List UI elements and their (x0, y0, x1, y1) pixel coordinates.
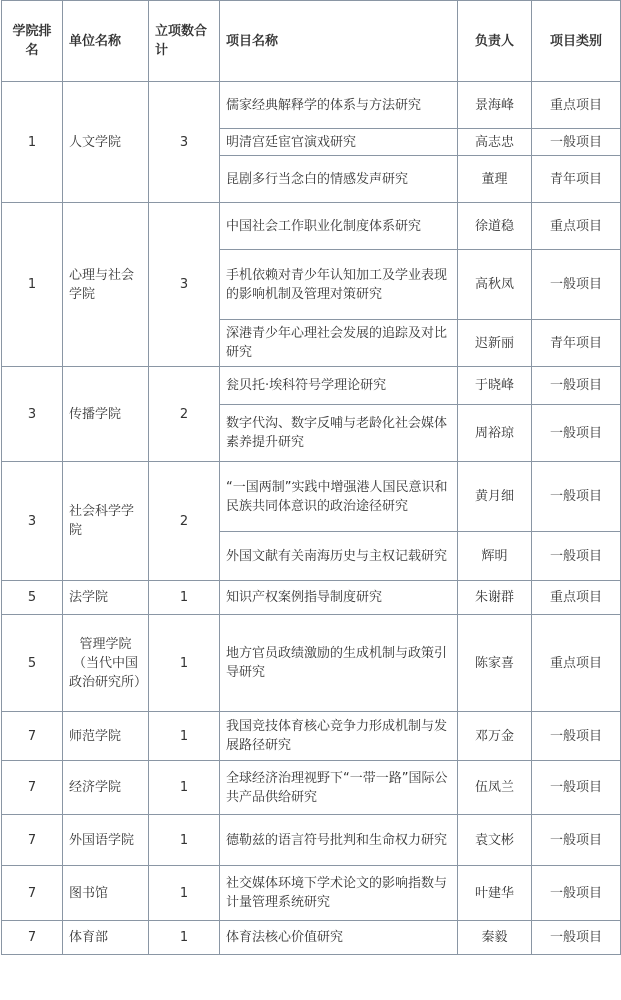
table-row (2, 866, 621, 921)
leader-cell: 陈家喜 (458, 615, 532, 712)
count-cell: 1 (149, 581, 220, 615)
unit-cell: 法学院 (63, 581, 149, 615)
header-category: 项目类别 (532, 1, 621, 82)
table-row (2, 615, 621, 712)
project-cell: 手机依赖对青少年认知加工及学业表现的影响机制及管理对策研究 (220, 250, 458, 320)
header-row (2, 1, 621, 82)
rank-cell: 1 (2, 203, 63, 367)
unit-cell: 体育部 (63, 921, 149, 955)
category-cell: 一般项目 (532, 712, 621, 761)
category-cell: 一般项目 (532, 250, 621, 320)
leader-cell: 辉明 (458, 532, 532, 581)
table-row (2, 815, 621, 866)
category-cell: 重点项目 (532, 581, 621, 615)
category-cell: 青年项目 (532, 320, 621, 367)
unit-cell: 师范学院 (63, 712, 149, 761)
count-cell: 1 (149, 866, 220, 921)
rank-cell: 7 (2, 921, 63, 955)
header-unit: 单位名称 (63, 1, 149, 82)
unit-cell: 管理学院（当代中国政治研究所） (63, 615, 149, 712)
leader-cell: 高秋凤 (458, 250, 532, 320)
leader-cell: 董理 (458, 156, 532, 203)
project-cell: 社交媒体环境下学术论文的影响指数与计量管理系统研究 (220, 866, 458, 921)
table-row (2, 761, 621, 815)
project-cell: 德勒兹的语言符号批判和生命权力研究 (220, 815, 458, 866)
count-cell: 1 (149, 615, 220, 712)
unit-cell: 经济学院 (63, 761, 149, 815)
unit-cell: 外国语学院 (63, 815, 149, 866)
leader-cell: 朱谢群 (458, 581, 532, 615)
category-cell: 一般项目 (532, 405, 621, 462)
leader-cell: 景海峰 (458, 82, 532, 129)
unit-cell: 图书馆 (63, 866, 149, 921)
project-cell: 儒家经典解释学的体系与方法研究 (220, 82, 458, 129)
rank-cell: 1 (2, 82, 63, 203)
count-cell: 1 (149, 815, 220, 866)
unit-cell: 心理与社会学院 (63, 203, 149, 367)
category-cell: 一般项目 (532, 815, 621, 866)
leader-cell: 于晓峰 (458, 367, 532, 405)
header-rank: 学院排名 (2, 1, 63, 82)
count-cell: 1 (149, 712, 220, 761)
header-leader: 负责人 (458, 1, 532, 82)
count-cell: 3 (149, 203, 220, 367)
project-cell: 我国竞技体育核心竞争力形成机制与发展路径研究 (220, 712, 458, 761)
rank-cell: 7 (2, 761, 63, 815)
project-cell: 外国文献有关南海历史与主权记载研究 (220, 532, 458, 581)
category-cell: 一般项目 (532, 532, 621, 581)
rank-cell: 3 (2, 462, 63, 581)
count-cell: 3 (149, 82, 220, 203)
leader-cell: 秦毅 (458, 921, 532, 955)
project-cell: 昆剧多行当念白的情感发声研究 (220, 156, 458, 203)
project-cell: 数字代沟、数字反哺与老龄化社会媒体素养提升研究 (220, 405, 458, 462)
count-cell: 2 (149, 462, 220, 581)
leader-cell: 伍凤兰 (458, 761, 532, 815)
rank-cell: 7 (2, 866, 63, 921)
leader-cell: 高志忠 (458, 129, 532, 156)
project-cell: 体育法核心价值研究 (220, 921, 458, 955)
count-cell: 1 (149, 921, 220, 955)
category-cell: 青年项目 (532, 156, 621, 203)
project-cell: 地方官员政绩激励的生成机制与政策引导研究 (220, 615, 458, 712)
leader-cell: 徐道稳 (458, 203, 532, 250)
count-cell: 2 (149, 367, 220, 462)
rank-cell: 7 (2, 712, 63, 761)
project-cell: 知识产权案例指导制度研究 (220, 581, 458, 615)
header-count: 立项数合计 (149, 1, 220, 82)
category-cell: 一般项目 (532, 367, 621, 405)
project-table (1, 0, 621, 955)
category-cell: 重点项目 (532, 82, 621, 129)
leader-cell: 袁文彬 (458, 815, 532, 866)
table-row (2, 712, 621, 761)
unit-cell: 人文学院 (63, 82, 149, 203)
table-row (2, 921, 621, 955)
table-body (2, 82, 621, 955)
count-cell: 1 (149, 761, 220, 815)
rank-cell: 3 (2, 367, 63, 462)
project-cell: 明清宫廷宦官演戏研究 (220, 129, 458, 156)
unit-cell: 传播学院 (63, 367, 149, 462)
project-cell: 中国社会工作职业化制度体系研究 (220, 203, 458, 250)
project-cell: 瓮贝托·埃科符号学理论研究 (220, 367, 458, 405)
leader-cell: 黄月细 (458, 462, 532, 532)
category-cell: 一般项目 (532, 761, 621, 815)
leader-cell: 叶建华 (458, 866, 532, 921)
project-cell: 全球经济治理视野下“一带一路”国际公共产品供给研究 (220, 761, 458, 815)
rank-cell: 5 (2, 581, 63, 615)
table-row (2, 581, 621, 615)
category-cell: 一般项目 (532, 462, 621, 532)
header-project: 项目名称 (220, 1, 458, 82)
table-row (2, 462, 621, 532)
table-row (2, 82, 621, 129)
category-cell: 一般项目 (532, 866, 621, 921)
rank-cell: 5 (2, 615, 63, 712)
project-cell: 深港青少年心理社会发展的追踪及对比研究 (220, 320, 458, 367)
leader-cell: 迟新丽 (458, 320, 532, 367)
category-cell: 一般项目 (532, 129, 621, 156)
category-cell: 一般项目 (532, 921, 621, 955)
table-header (2, 1, 621, 82)
category-cell: 重点项目 (532, 615, 621, 712)
table-row (2, 367, 621, 405)
category-cell: 重点项目 (532, 203, 621, 250)
table-row (2, 203, 621, 250)
rank-cell: 7 (2, 815, 63, 866)
leader-cell: 周裕琼 (458, 405, 532, 462)
leader-cell: 邓万金 (458, 712, 532, 761)
project-cell: “一国两制”实践中增强港人国民意识和民族共同体意识的政治途径研究 (220, 462, 458, 532)
unit-cell: 社会科学学院 (63, 462, 149, 581)
